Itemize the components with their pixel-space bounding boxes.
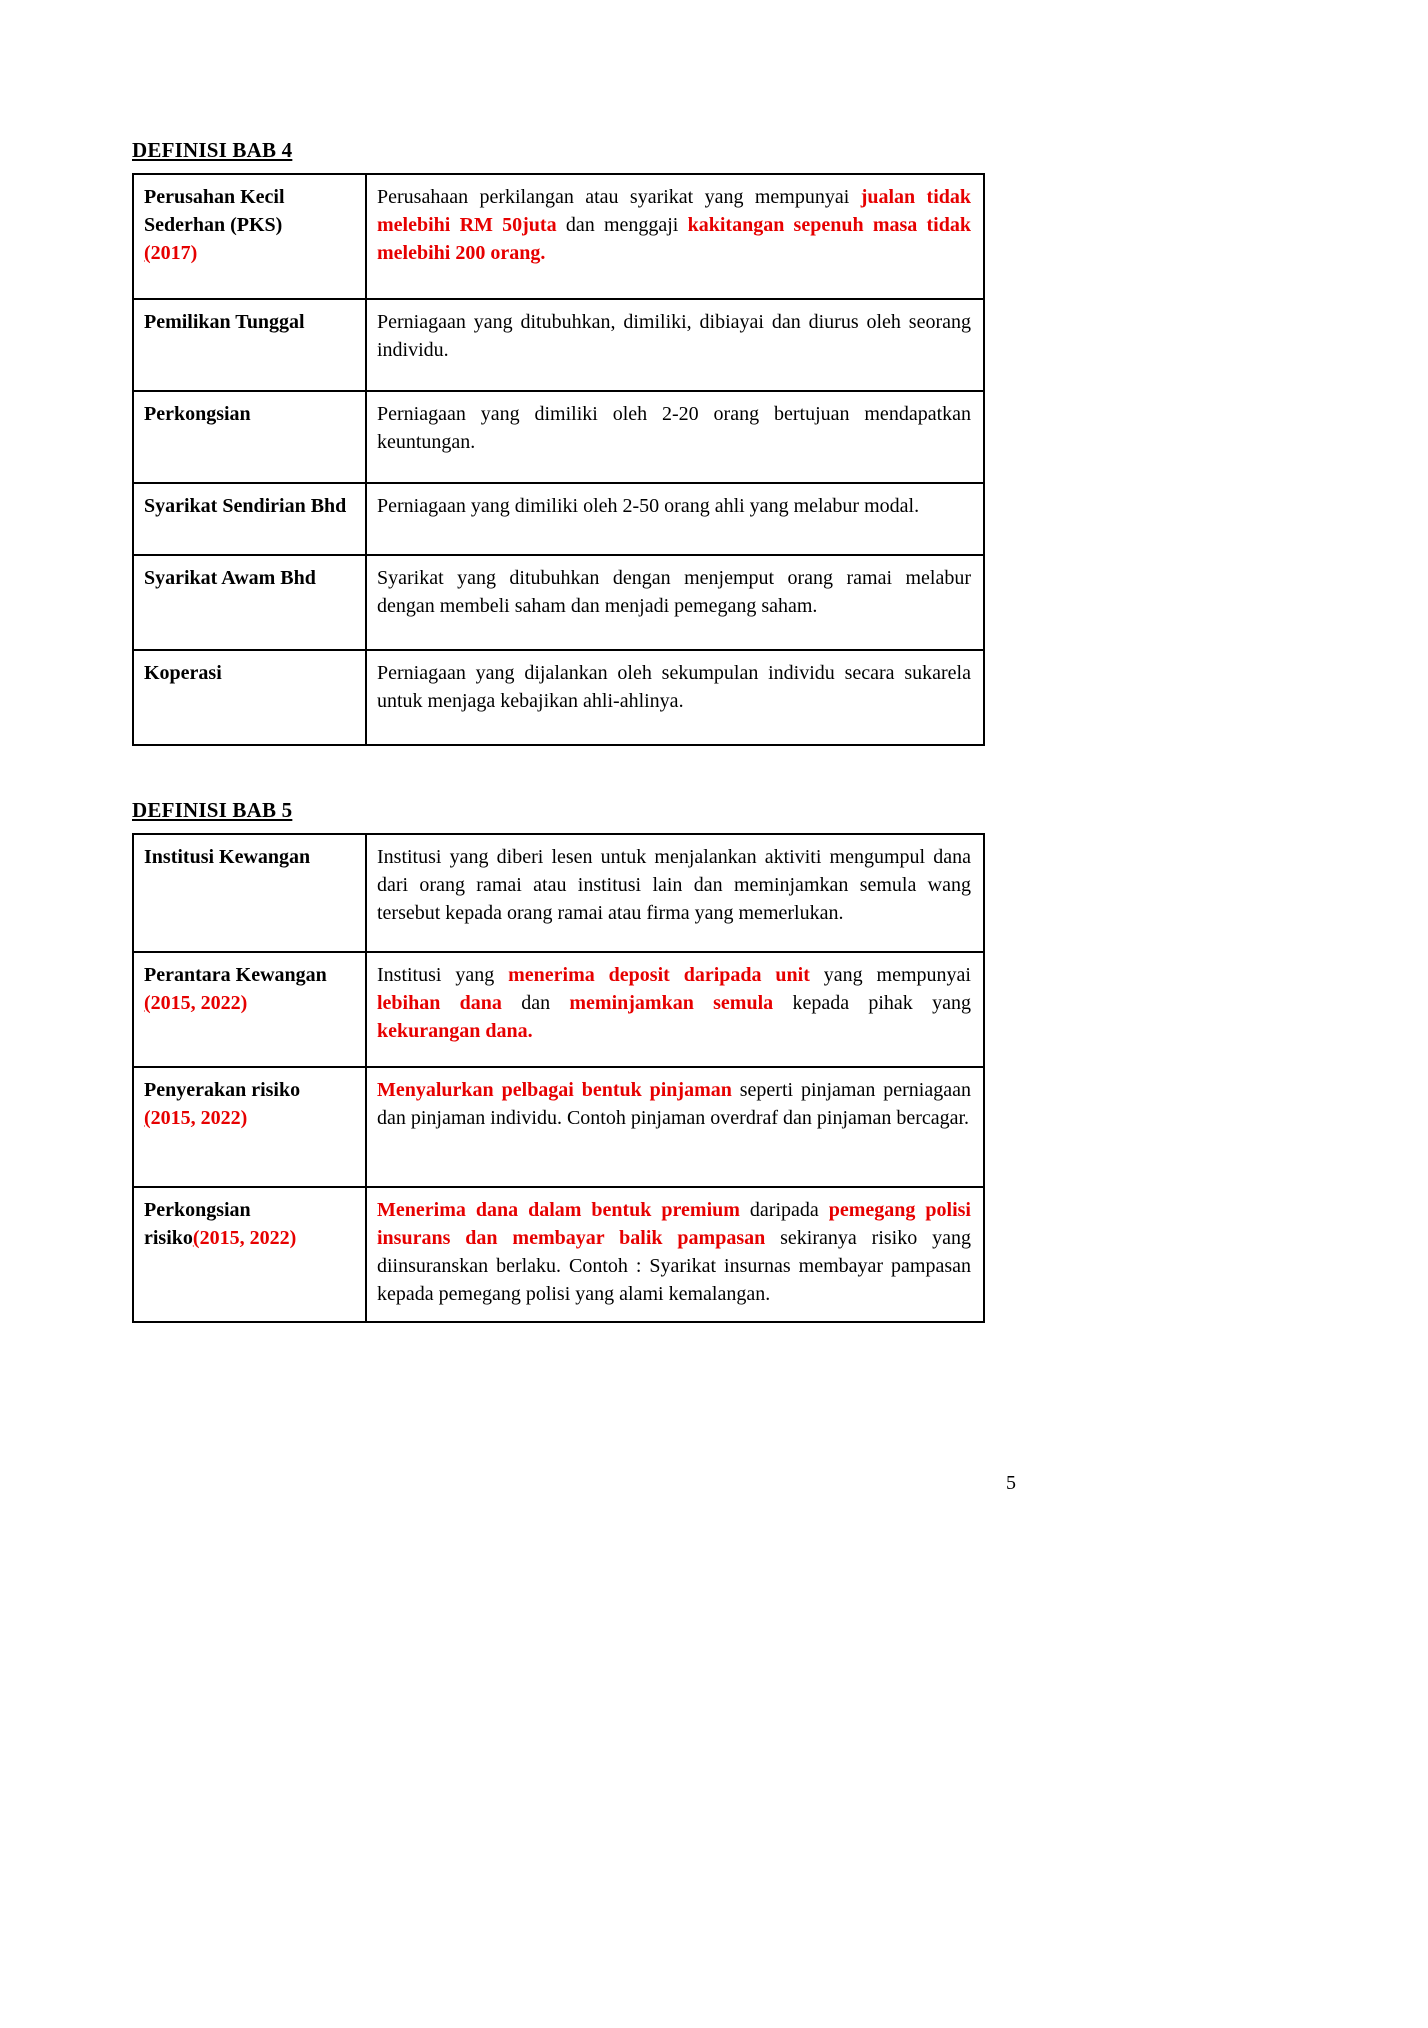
table-row xyxy=(133,299,984,391)
table-row xyxy=(133,555,984,650)
term-cell: Penyerakan risiko (2015, 2022) xyxy=(133,1067,366,1187)
term-cell: Koperasi xyxy=(133,650,366,745)
table-row xyxy=(133,650,984,745)
definition-cell: Menerima dana dalam bentuk premium daripada pemegang polisi insurans dan membayar balik pampasan sekiranya risiko yang diinsuranskan berlaku. Contoh : Syarikat insurnas membayar pampasan kepada pemegang polisi yang alami kemalangan. xyxy=(366,1187,984,1322)
table-row xyxy=(133,391,984,483)
definition-cell: Perniagaan yang dimiliki oleh 2-20 orang bertujuan mendapatkan keuntungan. xyxy=(366,391,984,483)
definitions-table-bab-4 xyxy=(132,173,985,746)
page-number: 5 xyxy=(1006,1472,1016,1494)
table-row xyxy=(133,483,984,555)
definition-cell: Perniagaan yang ditubuhkan, dimiliki, dibiayai dan diurus oleh seorang individu. xyxy=(366,299,984,391)
section-heading-bab-4: DEFINISI BAB 4 xyxy=(132,138,293,162)
definition-cell: Syarikat yang ditubuhkan dengan menjemput orang ramai melabur dengan membeli saham dan menjadi pemegang saham. xyxy=(366,555,984,650)
term-cell: Perantara Kewangan (2015, 2022) xyxy=(133,952,366,1067)
definition-cell: Menyalurkan pelbagai bentuk pinjaman seperti pinjaman perniagaan dan pinjaman individu. Contoh pinjaman overdraf dan pinjaman bercagar. xyxy=(366,1067,984,1187)
definition-cell: Perniagaan yang dimiliki oleh 2-50 orang ahli yang melabur modal. xyxy=(366,483,984,555)
term-cell: Perkongsian risiko(2015, 2022) xyxy=(133,1187,366,1322)
term-cell: Pemilikan Tunggal xyxy=(133,299,366,391)
term-cell: Syarikat Awam Bhd xyxy=(133,555,366,650)
term-cell: Institusi Kewangan xyxy=(133,834,366,952)
definition-cell: Institusi yang diberi lesen untuk menjalankan aktiviti mengumpul dana dari orang ramai atau institusi lain dan meminjamkan semula wang tersebut kepada orang ramai atau firma yang memerlukan. xyxy=(366,834,984,952)
definition-cell: Institusi yang menerima deposit daripada unit yang mempunyai lebihan dana dan meminjamkan semula kepada pihak yang kekurangan dana. xyxy=(366,952,984,1067)
section-heading-bab-5: DEFINISI BAB 5 xyxy=(132,798,293,822)
table-row xyxy=(133,952,984,1067)
table-row xyxy=(133,1187,984,1322)
term-cell: Syarikat Sendirian Bhd xyxy=(133,483,366,555)
table-row xyxy=(133,834,984,952)
definition-cell: Perusahaan perkilangan atau syarikat yang mempunyai jualan tidak melebihi RM 50juta dan menggaji kakitangan sepenuh masa tidak melebihi 200 orang. xyxy=(366,174,984,299)
definition-cell: Perniagaan yang dijalankan oleh sekumpulan individu secara sukarela untuk menjaga kebajikan ahli-ahlinya. xyxy=(366,650,984,745)
term-cell: Perkongsian xyxy=(133,391,366,483)
table-row xyxy=(133,1067,984,1187)
table-row xyxy=(133,174,984,299)
definitions-table-bab-5 xyxy=(132,833,985,1323)
term-cell: Perusahan Kecil Sederhan (PKS) (2017) xyxy=(133,174,366,299)
page-content xyxy=(132,138,985,1323)
